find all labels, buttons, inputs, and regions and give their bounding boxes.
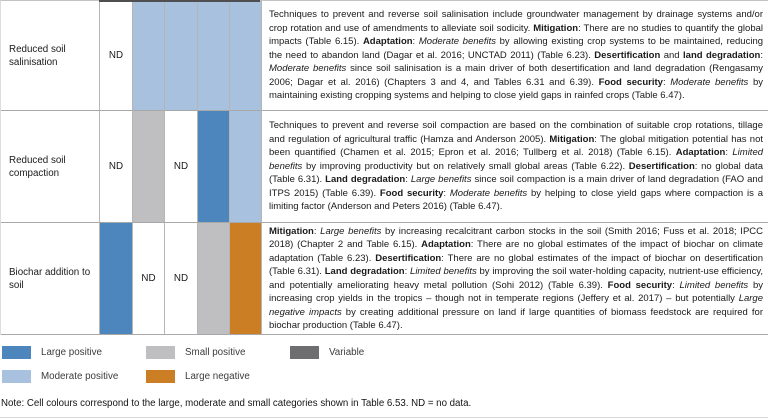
impact-cell-adaptation: ND: [133, 223, 165, 335]
legend-item: [2, 346, 146, 359]
impact-cell-food-security: [230, 111, 262, 223]
impact-cell-food-security: [230, 223, 262, 335]
impact-cell-adaptation: [133, 1, 165, 111]
legend-label: Moderate positive: [41, 371, 119, 382]
impact-cell-adaptation: [133, 111, 165, 223]
row-description-text: Techniques to prevent and reverse soil compaction are based on the combination of suitable crop rotations, tillage and regulation of agricultural traffic (Hamza and Anderson 2005). Mitigation: The global mitigation potential has not been quantified (Chamen et al. 2015; Epron et al. 2016; Tullberg et al. 2018) (Table 6.15). Adaptation: Limited benefits by improving productivity but on relatively small global areas (Table 6.22). Desertification: no global data (Table 6.31). Land degradation: Large benefits since soil compaction is a main driver of land degradation (FAO and ITPS 2015) (Table 6.39). Food security: Moderate benefits by helping to close yield gaps where compaction is a limiting factor (Anderson and Peters 2016) (Table 6.47).: [269, 120, 764, 213]
legend-item: [2, 370, 146, 383]
impact-cell-desertification: [165, 1, 198, 111]
row-description: [262, 1, 768, 111]
impact-cell-mitigation: ND: [100, 111, 133, 223]
legend-label: Large negative: [185, 371, 250, 382]
impact-cell-mitigation: ND: [100, 1, 133, 111]
row-description: [262, 223, 768, 335]
impact-cell-desertification: ND: [165, 223, 198, 335]
legend-label: Variable: [329, 347, 365, 358]
row-label: Reduced soil compaction: [1, 111, 100, 223]
legend: [2, 346, 364, 383]
legend-swatch-large_positive: [2, 346, 31, 359]
footnote: Note: Cell colours correspond to the large, moderate and small categories shown in Table 6.53. ND = no data.: [1, 398, 472, 409]
impact-cell-mitigation: [100, 223, 133, 335]
legend-swatch-small_positive: [146, 346, 175, 359]
table-top-border-segment: [99, 0, 260, 2]
impact-cell-food-security: [230, 1, 262, 111]
row-label: Biochar addition to soil: [1, 223, 100, 335]
legend-label: Large positive: [41, 347, 102, 358]
legend-label: Small positive: [185, 347, 246, 358]
legend-swatch-variable: [290, 346, 319, 359]
legend-item: [290, 346, 364, 359]
row-description-text: Mitigation: Large benefits by increasing recalcitrant carbon stocks in the soil (Smith 2016; Fuss et al. 2018; IPCC 2018) (Chapter 2 and Table 6.15). Adaptation: There are no global estimates of the impact of biochar on climate adaptation (Table 6.23). Desertification: There are no global estimates of the impact of biochar on desertification (Table 6.31). Land degradation: Limited benefits by improving the soil water-holding capacity, nutrient-use efficiency, and potentially ameliorating heavy metal pollution (Sohi 2012) (Table 6.39). Food security: Limited benefits by increasing crop yields in the tropics – though not in temperate regions (Jeffery et al. 2017) – but potentially Large negative impacts by creating additional pressure on land if large quantities of biomass feedstock are required for biochar production (Table 6.47).: [269, 225, 764, 331]
legend-item: [146, 346, 290, 359]
row-description-text: Techniques to prevent and reverse soil salinisation include groundwater management by drainage systems and/or crop rotation and use of amendments to alleviate soil sodicity. Mitigation: There are no studies to quantify the global impacts (Table 6.15). Adaptation: Moderate benefits by allowing existing crop systems to be maintained, reducing the need to abandon land (Dagar et al. 2016; UNCTAD 2011) (Table 6.23). Desertification and land degradation: Moderate benefits since soil salinisation is a main driver of both desertification and land degradation (Rengasamy 2006; Dagar et al. 2016) (Chapters 3 and 4, and Tables 6.31 and 6.39). Food security: Moderate benefits by maintaining existing cropping systems and helping to close yield gaps in rainfed crops (Table 6.47).: [269, 9, 764, 102]
legend-item: [146, 370, 290, 383]
row-label: Reduced soil salinisation: [1, 1, 100, 111]
bottom-divider: [0, 417, 768, 418]
impact-cell-land-degradation: [198, 223, 230, 335]
legend-swatch-large_negative: [146, 370, 175, 383]
legend-swatch-moderate_positive: [2, 370, 31, 383]
impact-cell-land-degradation: [198, 1, 230, 111]
impact-cell-land-degradation: [198, 111, 230, 223]
row-description: [262, 111, 768, 223]
impact-cell-desertification: ND: [165, 111, 198, 223]
